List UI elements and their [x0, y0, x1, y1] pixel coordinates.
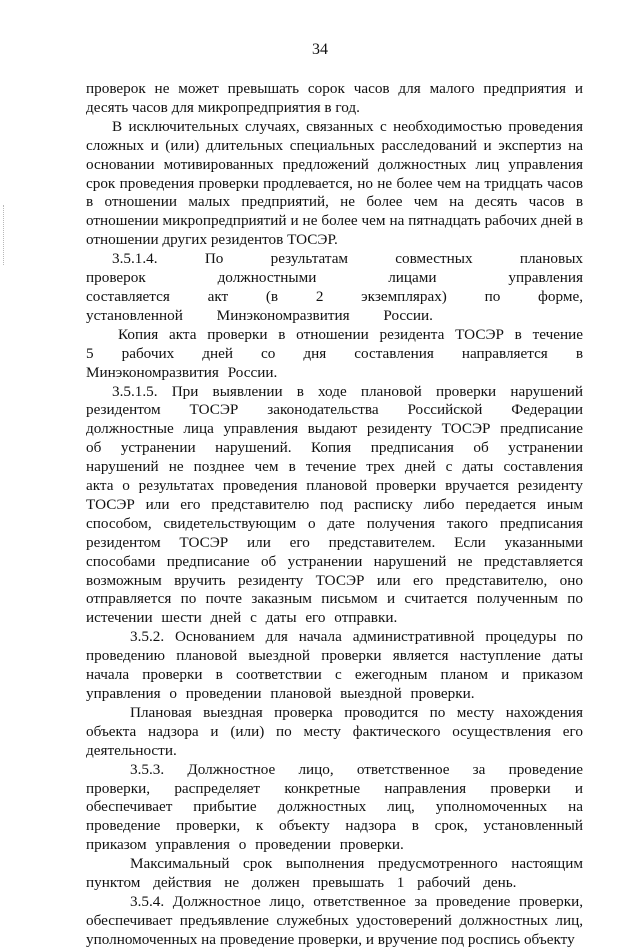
document-body — [86, 80, 583, 950]
paragraph-inspection-location: Плановая выездная проверка проводится по месту нахождения объекта надзора и (или) по месту фактического осуществления его деятельности. — [86, 703, 583, 759]
margin-mark — [3, 205, 5, 265]
paragraph-exceptional-cases: В исключительных случаях, связанных с необходимостью проведения сложных и (или) длительных специальных расследований и экспертиз на основании мотивированных предложений должностных лиц управления срок проведения проверки продлевается, но не более чем на тридцать часов в отношении малых предприятий, не более чем на десять часов в отношении микропредприятий и не более чем на пятнадцать рабочих дней в отношении других резидентов ТОСЭР. — [86, 117, 583, 249]
paragraph-3-5-1-4: 3.5.1.4. По результатам совместных плановых проверок должностными лицами управления составляется акт (в 2 экземплярах) по форме, установленной Минэкономразвития России. — [86, 250, 583, 324]
paragraph-3-5-1-5: 3.5.1.5. При выявлении в ходе плановой проверки нарушений резидентом ТОСЭР законодательства Российской Федерации должностные лица управления выдают резиденту ТОСЭР предписание об устранении нарушений. Копия предписания об устранении нарушений не позднее чем в течение трех дней с даты составления акта о результатах проведения плановой проверки вручается резиденту ТОСЭР или его представителю под расписку либо передается иным способом, свидетельствующим о дате получения такого предписания резидентом ТОСЭР или его представителем. Если указанными способами предписание об устранении нарушений не представляется возможным вручить резиденту ТОСЭР или его представителю, оно отправляется по почте заказным письмом и считается полученным по истечении шести дней с даты его отправки. — [86, 382, 583, 627]
paragraph-3-5-3: 3.5.3. Должностное лицо, ответственное за проведение проверки, распределяет конкретные направления проверки и обеспечивает прибытие должностных лиц, уполномоченных на проведение проверки, к объекту надзора в срок, установленный приказом управления о проведении проверки. — [86, 760, 583, 854]
paragraph-continuation: проверок не может превышать сорок часов для малого предприятия и десять часов для микропредприятия в год. — [86, 80, 583, 116]
paragraph-max-term: Максимальный срок выполнения предусмотренного настоящим пунктом действия не должен превышать 1 рабочий день. — [86, 855, 583, 892]
paragraph-3-5-2: 3.5.2. Основанием для начала административной процедуры по проведению плановой выездной проверки является наступление даты начала проверки в соответствии с ежегодным планом и приказом управления о проведении плановой выездной проверки. — [86, 628, 583, 702]
page-number: 34 — [312, 41, 328, 58]
paragraph-act-copy: Копия акта проверки в отношении резидента ТОСЭР в течение 5 рабочих дней со дня составления направляется в Минэкономразвития России. — [86, 325, 583, 381]
paragraph-3-5-4: 3.5.4. Должностное лицо, ответственное за проведение проверки, обеспечивает предъявление служебных удостоверений должностных лиц, уполномоченных на проведение проверки, и вручение под роспись объекту — [86, 892, 583, 948]
